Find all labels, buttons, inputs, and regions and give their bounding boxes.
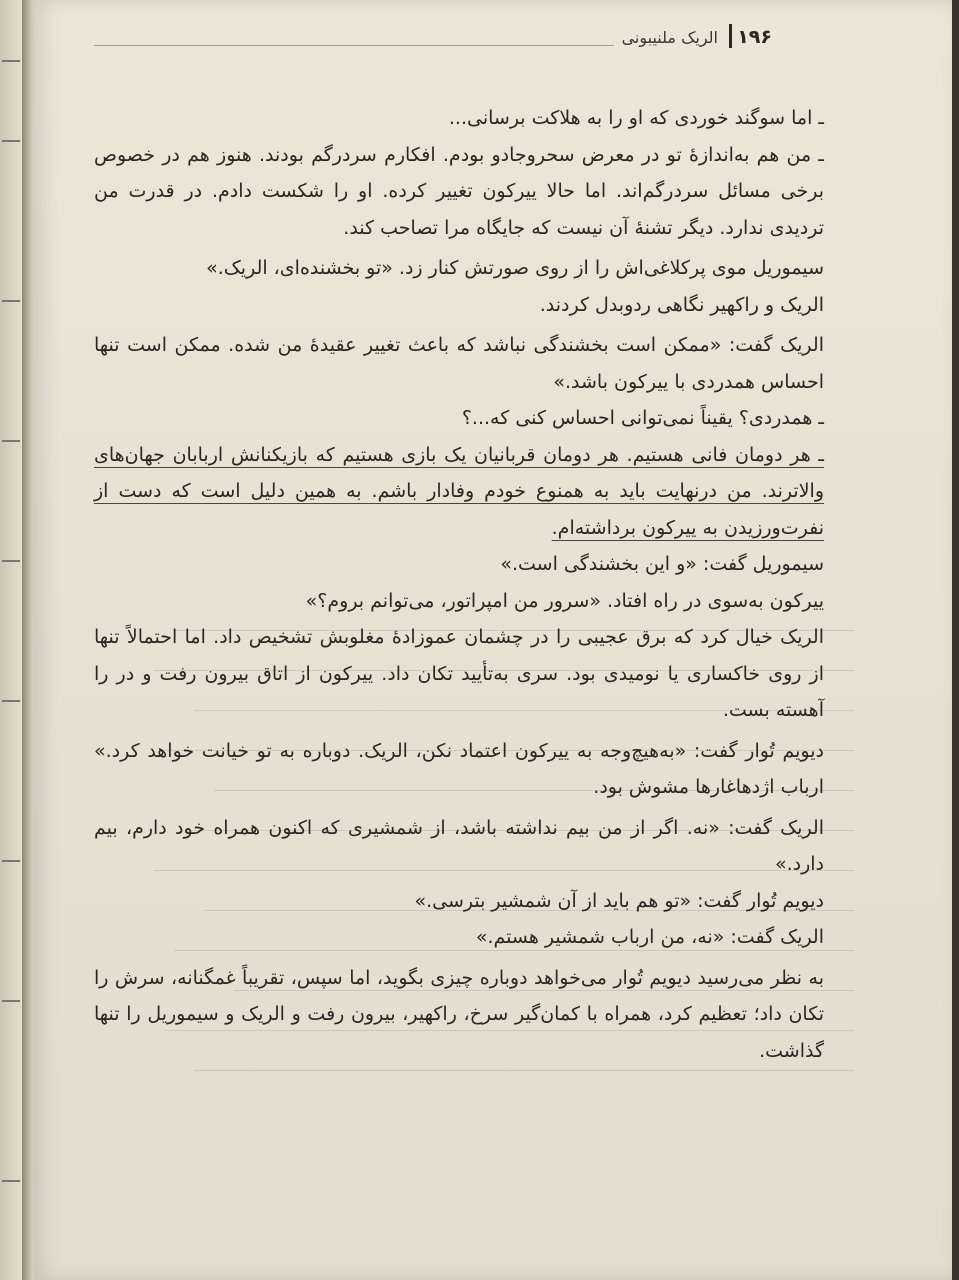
paragraph: ـ اما سوگند خوردی که او را به هلاکت برسانی... [448, 107, 824, 129]
left-page-text-fragment [2, 560, 20, 562]
page-header [94, 22, 772, 52]
left-page-text-fragment [2, 860, 20, 862]
paragraph: به نظر می‌رسید دیویم تُوار می‌خواهد دوباره چیزی بگوید، اما سپس، تقریباً غمگنانه، سرش را تکان داد؛ تعظیم کرد، همراه با کمان‌گیر سرخ، راکهیر، بیرون رفت و الریک و سیموریل را تنها گذاشت. [94, 966, 824, 1062]
paragraph: سیموریل موی پرکلاغی‌اش را از روی صورتش کنار زد. «تو بخشنده‌ای، الریک.» [206, 257, 824, 279]
paragraph: ـ همدردی؟ یقیناً نمی‌توانی احساس کنی که...؟ [461, 407, 824, 429]
header-separator [729, 24, 732, 48]
left-page-text-fragment [2, 300, 20, 302]
left-page-text-fragment [2, 700, 20, 702]
book-page [34, 0, 952, 1280]
left-page-text-fragment [2, 60, 20, 62]
paragraph: سیموریل گفت: «و این بخشندگی است.» [500, 553, 824, 575]
paragraph: الریک گفت: «ممکن است بخشندگی نباشد که باعث تغییر عقیدهٔ من شده. ممکن است تنها احساس همدردی با ییرکون باشد.» [94, 334, 824, 393]
left-page-text-fragment [2, 1000, 20, 1002]
left-page-edge [0, 0, 24, 1280]
paragraph: دیویم تُوار گفت: «به‌هیچ‌وجه به ییرکون اعتماد نکن، الریک. دوباره به تو خیانت خواهد کرد.» ارباب اژدهاغارها مشوش بود. [94, 739, 824, 798]
page-body [94, 100, 824, 1069]
paragraph: ـ من هم به‌اندازهٔ تو در معرض سحروجادو بودم. افکارم سردرگم بودند. هنوز هم در خصوص برخی مسائل سردرگم‌اند. اما حالا ییرکون تغییر کرده. او را شکست دادم. در قدرت من تردیدی ندارد. دیگر تشنهٔ آن نیست که جایگاه مرا تصاحب کند. [94, 143, 824, 239]
paragraph: ییرکون به‌سوی در راه افتاد. «سرور من امپراتور، می‌توانم بروم؟» [305, 589, 824, 612]
paragraph: الریک خیال کرد که برق عجیبی را در چشمان عموزادهٔ مغلوبش تشخیص داد. اما احتمالاً تنها از روی خاکساری یا نومیدی بود. سری به‌تأیید تکان داد. ییرکون از اتاق بیرون رفت و در را آهسته بست. [94, 626, 824, 721]
page-number: ۱۹۶ [737, 26, 772, 48]
paragraph: الریک گفت: «نه. اگر از من بیم نداشته باشد، از شمشیری که اکنون همراه خود دارم، بیم دارد.» [94, 816, 824, 875]
running-head: الریک ملنیبونی [621, 28, 718, 47]
header-rule [94, 45, 614, 46]
paragraph: الریک و راکهیر نگاهی ردوبدل کردند. [539, 293, 824, 316]
paragraph: دیویم تُوار گفت: «تو هم باید از آن شمشیر بترسی.» [414, 889, 824, 912]
left-page-text-fragment [2, 1180, 20, 1182]
underlined-paragraph: ـ هر دومان فانی هستیم. هر دومان قربانیان یک بازی هستیم که بازیکنانش اربابان جهان‌های والاترند. من درنهایت باید به همنوع خودم وفادار باشم. به همین دلیل است که دست از نفرت‌ورزیدن به ییرکون برداشته‌ام. [94, 443, 824, 539]
left-page-text-fragment [2, 440, 20, 442]
paragraph: الریک گفت: «نه، من ارباب شمشیر هستم.» [475, 926, 824, 948]
left-page-text-fragment [2, 140, 20, 142]
